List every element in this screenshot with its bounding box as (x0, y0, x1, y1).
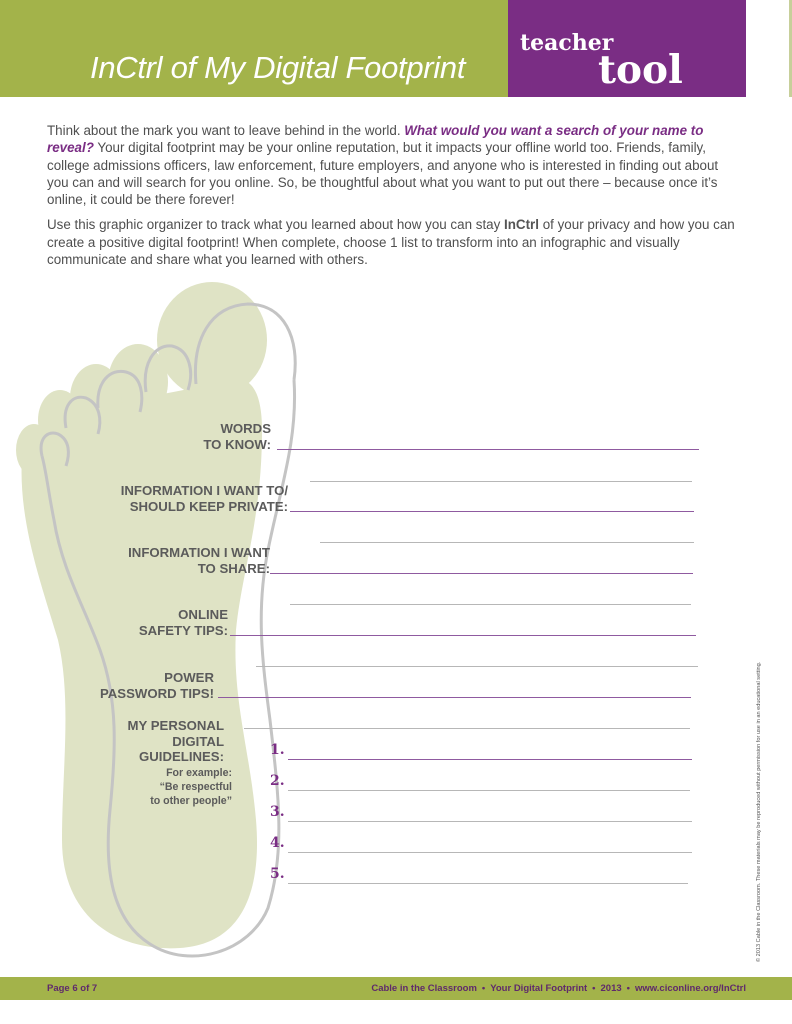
want-to-share-line-1: INFORMATION I WANT (128, 545, 270, 560)
footer-url-link[interactable]: www.ciconline.org/InCtrl (634, 983, 746, 994)
writing-line[interactable] (244, 728, 690, 729)
words-to-know-line[interactable] (277, 449, 699, 450)
footer-credits (371, 983, 746, 994)
writing-line[interactable] (290, 604, 691, 605)
example-line-1: For example: (166, 767, 232, 779)
want-to-share-line[interactable] (270, 573, 693, 574)
intro-p2-brand: InCtrl (504, 217, 539, 233)
guideline-line-3[interactable] (288, 821, 692, 822)
words-to-know-line-1: WORDS (220, 421, 271, 436)
intro-paragraph-1 (47, 122, 737, 208)
words-to-know-label (203, 421, 271, 452)
page-number: Page 6 of 7 (47, 983, 98, 994)
example-line-3: to other people” (150, 795, 232, 807)
intro-text (47, 122, 737, 276)
words-to-know-line-2: TO KNOW: (203, 436, 271, 452)
password-tips-line-2: PASSWORD TIPS! (99, 685, 214, 701)
guideline-number-3: 3. (270, 804, 285, 820)
guideline-number-1: 1. (270, 742, 285, 758)
intro-p2-start: Use this graphic organizer to track what you learned about how you can stay (47, 217, 505, 233)
footer-bullet: • (592, 983, 596, 994)
intro-p1-rest: Your digital footprint may be your online reputation, but it impacts your offline world too. Friends, family, college admissions officers, law enforcement, future employers, and anyone who is interested in finding out about you can and will search for you online. So, be thoughtful about what you want to put out there – because once it’s online, it could be there forever! (47, 140, 719, 208)
intro-paragraph-2 (47, 216, 737, 268)
example-line-2: “Be respectful (159, 781, 232, 793)
guideline-number-2: 2. (270, 773, 285, 789)
keep-private-label (121, 483, 288, 514)
footer-series: Your Digital Footprint (490, 983, 588, 994)
copyright-notice: © 2013 Cable in the Classroom. These materials may be reproduced without permission for use in an educational setting. (756, 661, 762, 962)
intro-p2-rest: of your privacy and how you can create a positive digital footprint! When complete, choose 1 list to transform into an infographic and visually communicate and share what you learned with others. (47, 217, 735, 268)
writing-line[interactable] (256, 666, 698, 667)
keep-private-line[interactable] (290, 511, 694, 512)
writing-line[interactable] (310, 481, 692, 482)
password-tips-label (100, 670, 214, 701)
writing-line[interactable] (320, 542, 694, 543)
password-tips-line-1: POWER (164, 670, 214, 685)
safety-tips-line-1: ONLINE (178, 607, 228, 622)
guideline-line-2[interactable] (288, 790, 690, 791)
shadow-sole (22, 379, 262, 948)
footer-bullet: • (626, 983, 630, 994)
want-to-share-line-2: TO SHARE: (197, 560, 270, 576)
badge-tool-text: tool (598, 47, 683, 93)
footer-year: 2013 (600, 983, 622, 994)
badge-teacher-text: teacher (520, 30, 614, 56)
guidelines-label (128, 718, 224, 765)
guidelines-line-1: MY PERSONAL (127, 718, 224, 733)
safety-tips-label (139, 607, 228, 638)
want-to-share-label (128, 545, 270, 576)
safety-tips-line-2: SAFETY TIPS: (138, 622, 228, 638)
keep-private-line-1: INFORMATION I WANT TO/ (120, 483, 288, 498)
guideline-line-4[interactable] (288, 852, 692, 853)
guideline-number-5: 5. (270, 866, 285, 882)
guidelines-line-3: GUIDELINES: (139, 749, 224, 764)
guideline-line-5[interactable] (288, 883, 688, 884)
safety-tips-line[interactable] (230, 635, 696, 636)
guideline-line-1[interactable] (288, 759, 692, 760)
shadow-big-toe (157, 282, 267, 398)
footer-bullet: • (481, 983, 486, 994)
page-title: InCtrl of My Digital Footprint (90, 50, 466, 85)
keep-private-line-2: SHOULD KEEP PRIVATE: (129, 498, 288, 514)
intro-p1-question: What would you want a search of your name to reveal? (47, 123, 704, 156)
footer-org: Cable in the Classroom (371, 983, 477, 994)
guidelines-line-2: DIGITAL (172, 733, 224, 749)
password-tips-line[interactable] (218, 697, 691, 698)
intro-p1-start: Think about the mark you want to leave behind in the world. (47, 123, 405, 138)
guideline-number-4: 4. (270, 835, 285, 851)
guidelines-example (150, 766, 232, 808)
